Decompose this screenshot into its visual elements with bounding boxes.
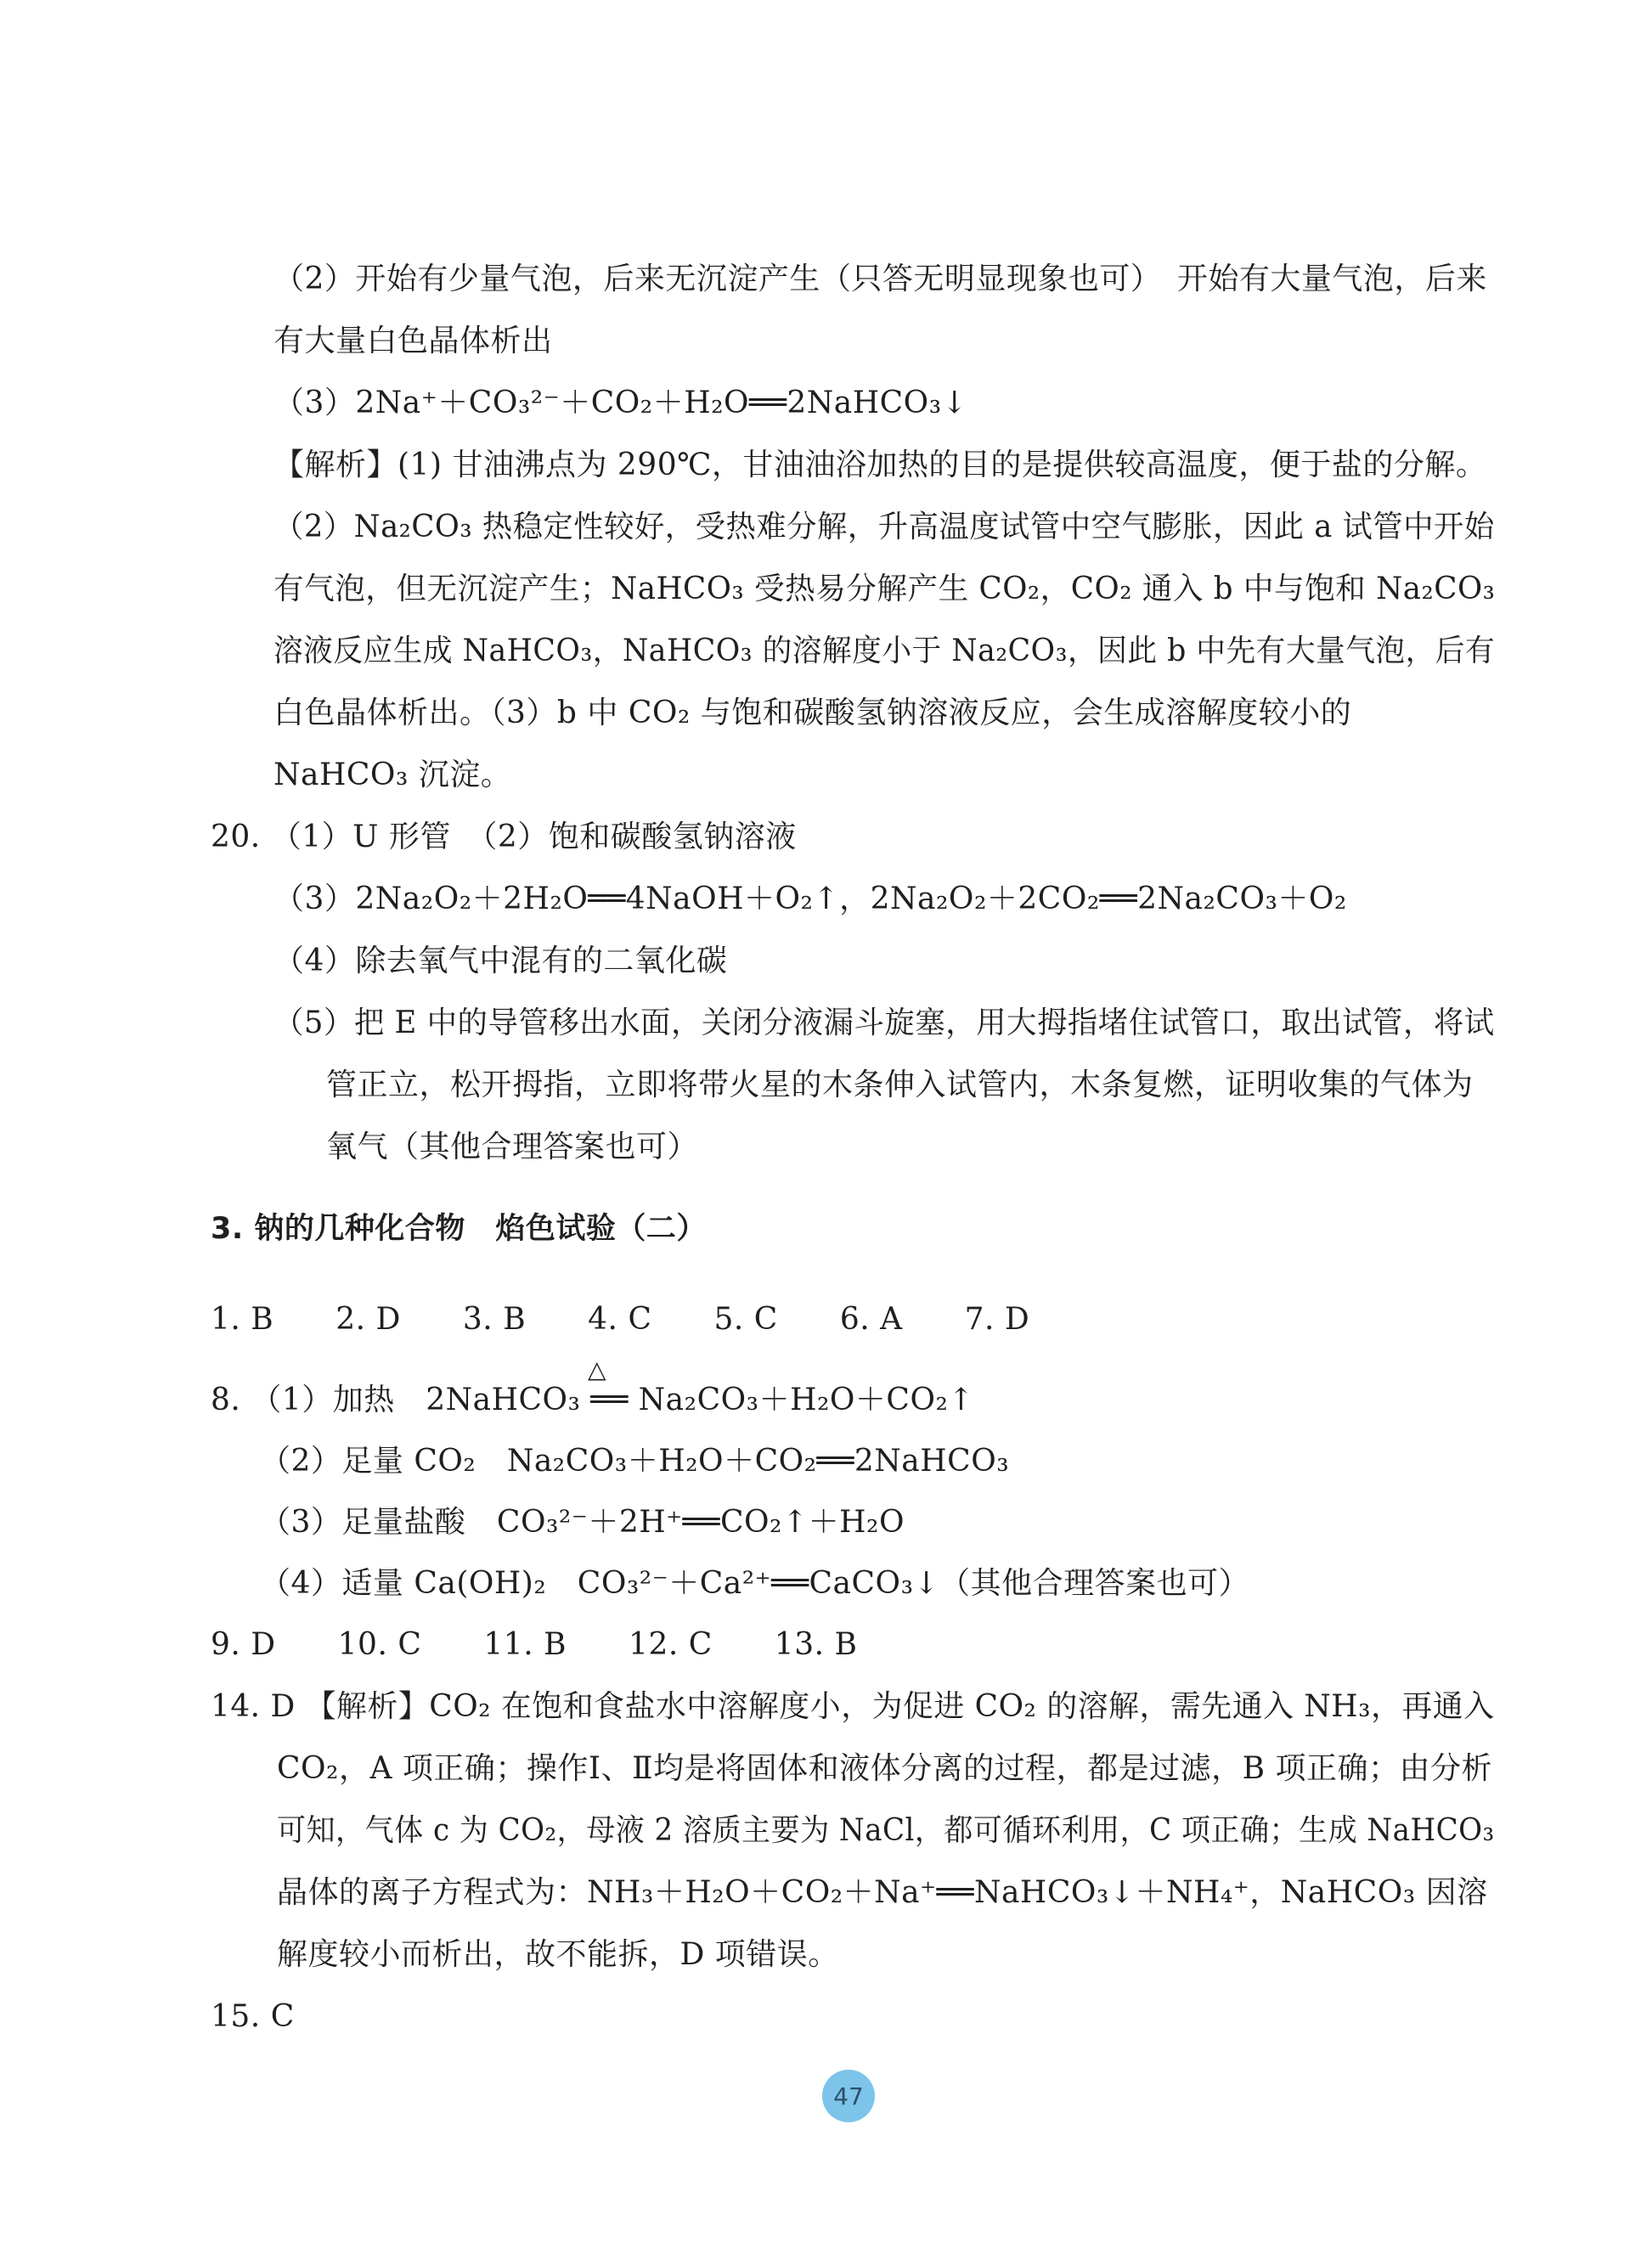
analysis-line: 有气泡，但无沉淀产生；NaHCO₃ 受热易分解产生 CO₂，CO₂ 通入 b 中与饱和 Na₂CO₃ (273, 572, 1496, 606)
analysis-line: 【解析】(1) 甘油沸点为 290℃，甘油油浴加热的目的是提供较高温度，便于盐的分解。 (273, 448, 1487, 482)
answer-line: （3）2Na⁺＋CO₃²⁻＋CO₂＋H₂O══2NaHCO₃↓ (273, 386, 968, 420)
answer-line: 15. C (211, 1999, 295, 2034)
answer-line: 有大量白色晶体析出 (273, 324, 553, 358)
answer-line: 20. （1）U 形管 （2）饱和碳酸氢钠溶液 (211, 820, 797, 854)
analysis-line: 白色晶体析出。（3）b 中 CO₂ 与饱和碳酸氢钠溶液反应，会生成溶解度较小的 (273, 696, 1352, 730)
answer-line: 9. D 10. C 11. B 12. C 13. B (211, 1627, 858, 1662)
analysis-line: 溶液反应生成 NaHCO₃，NaHCO₃ 的溶解度小于 Na₂CO₃，因此 b 中先有大量气泡，后有 (273, 634, 1496, 668)
answer-line: （3）足量盐酸 CO₃²⁻＋2H⁺══CO₂↑＋H₂O (260, 1505, 905, 1540)
answer-line: （5）把 E 中的导管移出水面，关闭分液漏斗旋塞，用大拇指堵住试管口，取出试管，将试 (273, 1006, 1495, 1040)
section-heading: 3. 钠的几种化合物 焰色试验（二） (211, 1212, 707, 1246)
analysis-line: NaHCO₃ 沉淀。 (273, 758, 512, 792)
analysis-line: 可知，气体 c 为 CO₂，母液 2 溶质主要为 NaCl，都可循环利用，C 项正确；生成 NaHCO₃ (277, 1813, 1495, 1848)
page-number: 47 (822, 2070, 875, 2122)
answer-line: 氧气（其他合理答案也可） (326, 1130, 699, 1164)
answer-line: （3）2Na₂O₂＋2H₂O══4NaOH＋O₂↑，2Na₂O₂＋2CO₂══2Na₂CO₃＋O₂ (273, 882, 1347, 916)
analysis-line: CO₂，A 项正确；操作Ⅰ、Ⅱ均是将固体和液体分离的过程，都是过滤，B 项正确；由分析 (277, 1751, 1493, 1786)
answer-line: 14. D 【解析】CO₂ 在饱和食盐水中溶解度小，为促进 CO₂ 的溶解，需先通入 NH₃，再通入 (211, 1689, 1495, 1724)
analysis-line: 解度较小而析出，故不能拆，D 项错误。 (277, 1937, 839, 1972)
analysis-line: （2）Na₂CO₃ 热稳定性较好，受热难分解，升高温度试管中空气膨胀，因此 a 试管中开始 (273, 510, 1495, 544)
analysis-line: 晶体的离子方程式为：NH₃＋H₂O＋CO₂＋Na⁺══NaHCO₃↓＋NH₄⁺，NaHCO₃ 因溶 (277, 1875, 1488, 1910)
answer-line: 1. B 2. D 3. B 4. C 5. C 6. A 7. D (211, 1302, 1030, 1337)
answer-line: （4）除去氧气中混有的二氧化碳 (273, 944, 728, 978)
answer-line: 管正立，松开拇指，立即将带火星的木条伸入试管内，木条复燃，证明收集的气体为 (326, 1068, 1474, 1102)
answer-line: （2）足量 CO₂ Na₂CO₃＋H₂O＋CO₂══2NaHCO₃ (260, 1444, 1010, 1479)
reaction-condition: △ (588, 1355, 607, 1383)
answer-line: （2）开始有少量气泡，后来无沉淀产生（只答无明显现象也可） 开始有大量气泡，后来 (273, 262, 1487, 296)
answer-line: 8. （1）加热 2NaHCO₃ ══ Na₂CO₃＋H₂O＋CO₂↑ (211, 1383, 975, 1417)
answer-line: （4）适量 Ca(OH)₂ CO₃²⁻＋Ca²⁺══CaCO₃↓（其他合理答案也可） (260, 1566, 1250, 1601)
